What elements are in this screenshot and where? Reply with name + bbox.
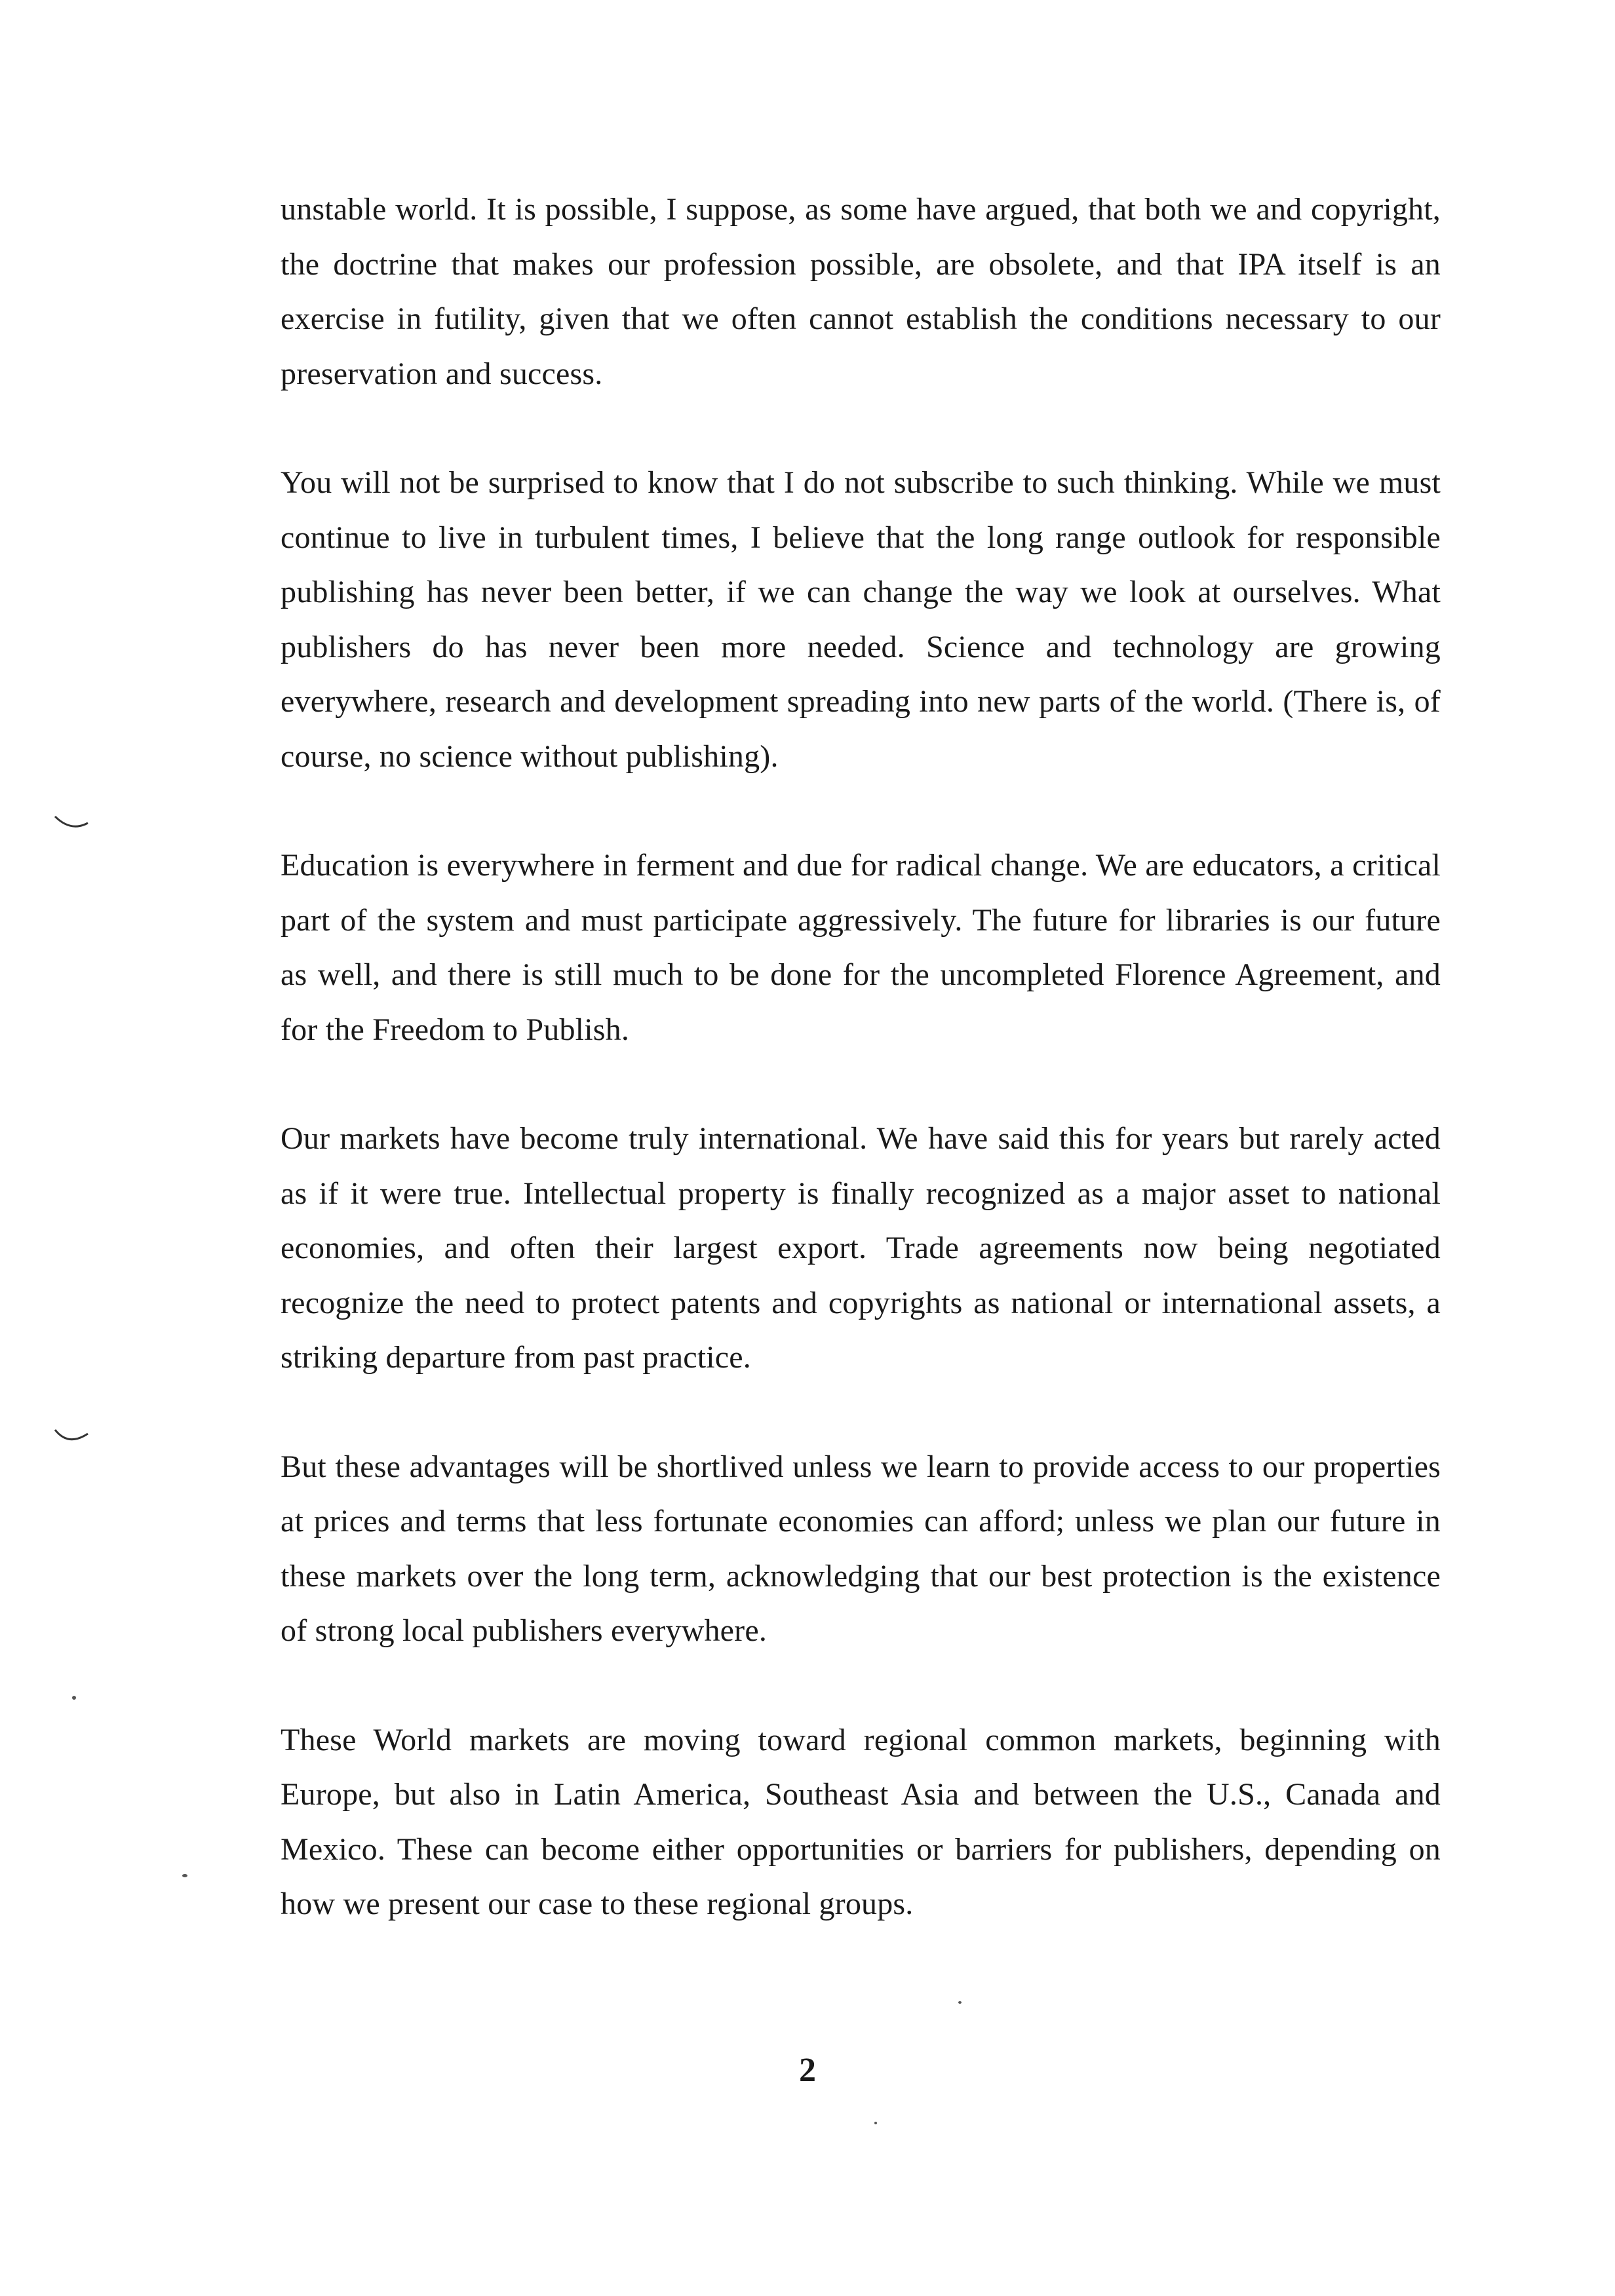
paragraph: But these advantages will be shortlived unless we learn to provide access to our properties at prices and terms that less fortunate economies can afford; unless we plan our future in these markets over the long term, acknowledging that our best protection is the existence of strong local publishers everywhere. bbox=[281, 1449, 1441, 1648]
scan-speck bbox=[182, 1874, 187, 1877]
paragraph: You will not be surprised to know that I do not subscribe to such thinking. While we must continue to live in turbulent times, I believe that the long range outlook for responsible publishing has never been better, if we can change the way we look at ourselves. What publishers do has never been more needed. Science and technology are growing everywhere, research and development spreading into new parts of the world. (There is, of course, no science without publishing). bbox=[281, 465, 1441, 774]
paragraph: Education is everywhere in ferment and due for radical change. We are educators, a critical part of the system and must participate aggressively. The future for libraries is our future as well, and there is still much to be done for the uncompleted Florence Agreement, and for the Freedom to Publish. bbox=[281, 848, 1441, 1047]
page-number: 2 bbox=[799, 2052, 816, 2089]
scan-speck bbox=[958, 2001, 962, 2004]
body-text bbox=[281, 182, 1441, 1932]
binding-mark-lower bbox=[52, 1427, 90, 1447]
paragraph: unstable world. It is possible, I suppose, as some have argued, that both we and copyright, the doctrine that makes our profession possible, are obsolete, and that IPA itself is an exercise in futility, given that we often cannot establish the conditions necessary to our preservation and success. bbox=[281, 192, 1441, 391]
scan-speck bbox=[72, 1696, 76, 1700]
scan-speck bbox=[874, 2122, 877, 2124]
paragraph: Our markets have become truly international. We have said this for years but rarely acted as if it were true. Intellectual property is finally recognized as a major asset to national economies, and often their largest export. Trade agreements now being negotiated recognize the need to protect patents and copyrights as national or international assets, a striking departure from past practice. bbox=[281, 1121, 1441, 1375]
binding-mark-upper bbox=[52, 813, 90, 832]
paragraph: These World markets are moving toward regional common markets, beginning with Europe, but also in Latin America, Southeast Asia and between the U.S., Canada and Mexico. These can become either opportunities or barriers for publishers, depending on how we present our case to these regional groups. bbox=[281, 1722, 1441, 1921]
